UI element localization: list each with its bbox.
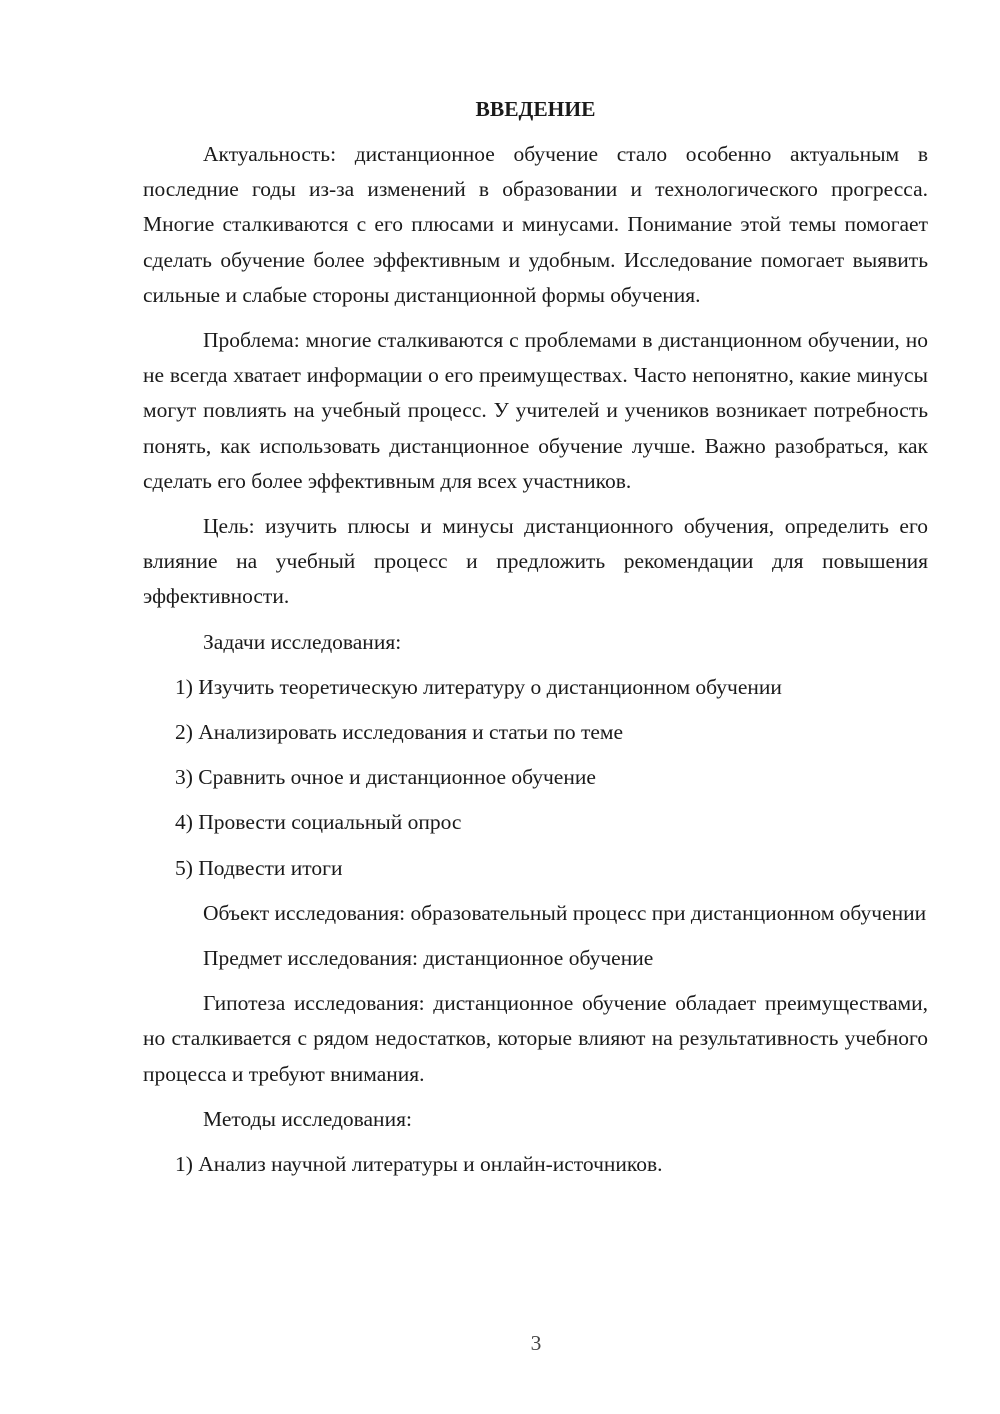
relevance-paragraph: Актуальность: дистанционное обучение стало особенно актуальным в последние годы из-за изменений в образовании и технологического прогресса. Многие сталкиваются с его плюсами и минусами. Понимание этой темы помогает сделать обучение более эффективным и удобным. Исследование помогает выявить сильные и слабые стороны дистанционной формы обучения. <box>143 142 928 307</box>
section-heading: ВВЕДЕНИЕ <box>475 97 596 121</box>
methods-list <box>143 1147 928 1182</box>
tasks-list <box>143 670 928 886</box>
list-item: 2) Анализировать исследования и статьи по теме <box>175 720 624 745</box>
page-number: 3 <box>530 1331 542 1355</box>
list-item: 5) Подвести итоги <box>175 855 343 880</box>
subject-paragraph: Предмет исследования: дистанционное обучение <box>203 946 654 971</box>
list-item: 4) Провести социальный опрос <box>175 810 462 835</box>
object-paragraph: Объект исследования: образовательный процесс при дистанционном обучении <box>203 900 927 925</box>
list-item: 1) Изучить теоретическую литературу о дистанционном обучении <box>175 674 782 699</box>
list-item: 1) Анализ научной литературы и онлайн-источников. <box>175 1152 663 1177</box>
problem-paragraph: Проблема: многие сталкиваются с проблемами в дистанционном обучении, но не всегда хватает информации о его преимуществах. Часто непонятно, какие минусы могут повлиять на учебный процесс. У учителей и учеников возникает потребность понять, как использовать дистанционное обучение лучше. Важно разобраться, как сделать его более эффективным для всех участников. <box>143 328 928 493</box>
methods-heading: Методы исследования: <box>203 1106 412 1131</box>
page-content <box>143 92 928 1192</box>
hypothesis-paragraph: Гипотеза исследования: дистанционное обучение обладает преимуществами, но сталкивается с рядом недостатков, которые влияют на результативность учебного процесса и требуют внимания. <box>143 991 928 1086</box>
tasks-heading: Задачи исследования: <box>203 629 402 654</box>
goal-paragraph: Цель: изучить плюсы и минусы дистанционного обучения, определить его влияние на учебный процесс и предложить рекомендации для повышения эффективности. <box>143 514 928 609</box>
list-item: 3) Сравнить очное и дистанционное обучение <box>175 765 596 790</box>
